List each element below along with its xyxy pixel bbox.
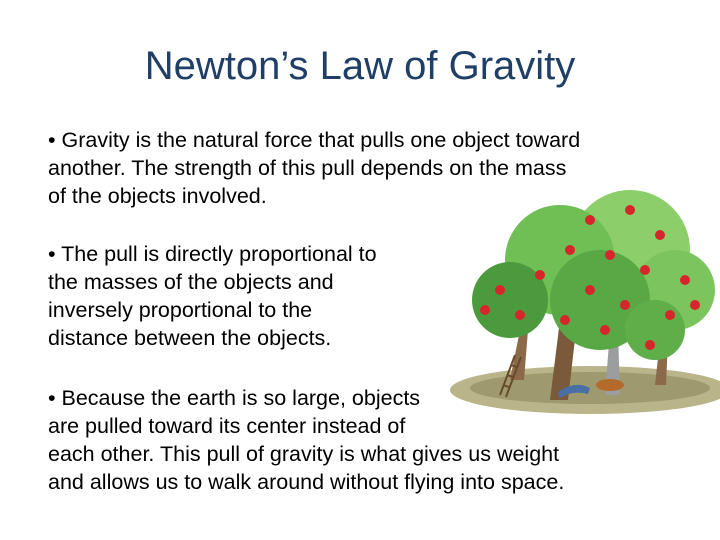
text-line: each other. This pull of gravity is what gives us weight <box>48 442 560 466</box>
text-line: • Gravity is the natural force that pulls one object toward <box>48 128 581 152</box>
basket-shape <box>596 379 624 391</box>
text-line: inversely proportional to the <box>48 298 313 322</box>
text-line: another. The strength of this pull depends on the mass <box>48 156 567 180</box>
bullet-paragraph-3 <box>48 384 564 496</box>
bullet-paragraph-2 <box>48 240 377 352</box>
text-line: of the objects involved. <box>48 184 267 208</box>
text-line: are pulled toward its center instead of <box>48 414 406 438</box>
text-line: • The pull is directly proportional to <box>48 242 377 266</box>
tree-foliage <box>625 300 685 360</box>
text-line: distance between the objects. <box>48 326 332 350</box>
text-line: and allows us to walk around without flying into space. <box>48 470 565 494</box>
slide-title: Newton’s Law of Gravity <box>144 44 576 88</box>
text-line: the masses of the objects and <box>48 270 334 294</box>
text-line: • Because the earth is so large, objects <box>48 386 421 410</box>
